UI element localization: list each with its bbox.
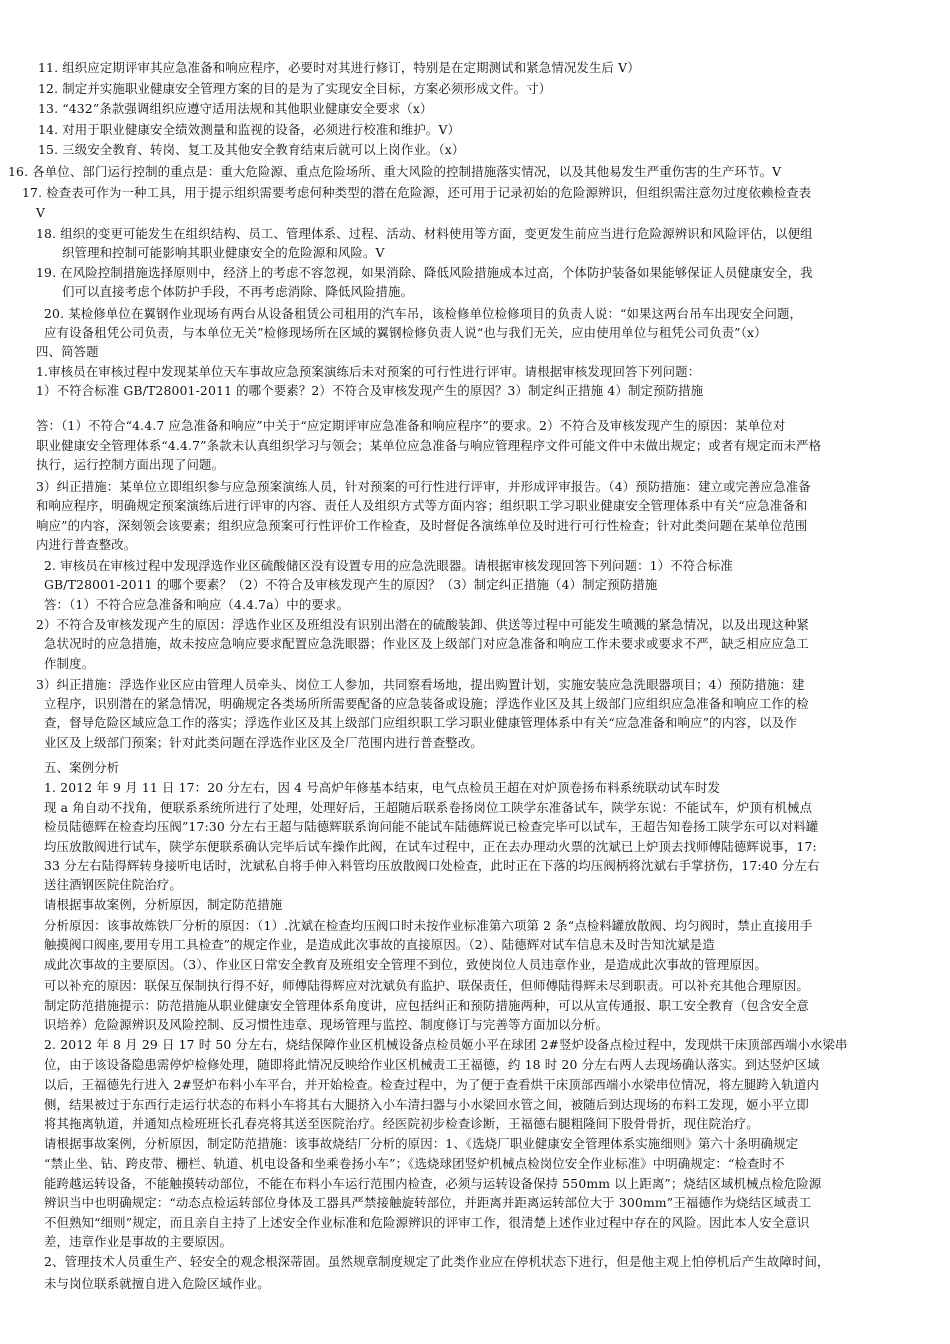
text-line-38: 检员陆德辉在检查均压阀”17:30 分左右王超与陆德辉联系询问能不能试车陆德辉说已检查完毕可以试车，王超告知卷扬工陕学东可以对料罐 — [44, 819, 819, 834]
text-line-57: 辨识当中也明确规定：“动态点检运转部位身体及工器具严禁接触旋转部位，并距离并距离运转部位大于 300mm”王福德作为烧结区域责工 — [44, 1195, 812, 1210]
text-line-6: 16. 各单位、部门运行控制的重点是：重大危险源、重点危险场所、重大风险的控制措施落实情况，以及其他易发生严重伤害的生产环节。V — [8, 164, 782, 179]
text-line-40: 33 分左右陆得辉转身接听电话时，沈斌私自将手伸入料管均压放散阀口处检查，此时正在下落的均压阀柄将沈斌右手掌挤伤，17:40 分左右 — [44, 858, 820, 873]
text-line-1: 11. 组织应定期评审其应急准备和响应程序，必要时对其进行修订，特别是在定期测试和紧急情况发生后 V） — [38, 60, 640, 75]
text-line-45: 成此次事故的主要原因。（3）、作业区日常安全教育及班组安全管理不到位，致使岗位人员违章作业，是造成此次事故的管理原因。 — [44, 957, 767, 972]
text-line-31: 3）纠正措施：浮选作业区应由管理人员牵头、岗位工人参加，共同察看场地，提出购置计划，实施安装应急洗眼器项目；4）预防措施：建 — [36, 677, 805, 692]
text-line-12: 们可以直接考虑个体防护手段，不再考虑消除、降低风险措施。 — [62, 284, 414, 299]
section-heading-4: 四、简答题 — [36, 344, 99, 359]
text-line-3: 13. “432”条款强调组织应遵守适用法规和其他职业健康安全要求（x） — [38, 101, 433, 116]
text-line-60: 2、管理技术人员重生产、轻安全的观念根深蒂固。虽然规章制度规定了此类作业应在停机状态下进行，但是他主观上怕停机后产生故障时间， — [44, 1254, 830, 1269]
text-line-19: 职业健康安全管理体系“4.4.7”条款未认真组织学习与领会；某单位应急准备与响应管理程序文件可能文件中未做出规定；或者有规定而未严格 — [36, 438, 822, 453]
text-line-46: 可以补充的原因：联保互保制执行得不好，师傅陆得辉应对沈斌负有监护、联保责任，但师傅陆得辉未尽到职责。可以补充其他合理原因。 — [44, 978, 809, 993]
text-line-51: 以后，王福德先行进入 2#竖炉布料小车平台，并开始检查。检查过程中，为了便于查看烘干床顶部西端小水梁串位情况，将左腿跨入轨道内 — [44, 1077, 820, 1092]
text-line-56: 能跨越运转设备，不能触摸转动部位，不能在布料小车运行范围内检查，必须与运转设备保持 550mm 以上距离”；烧结区域机械点检危险源 — [44, 1176, 822, 1191]
text-line-48: 识培养）危险源辨识及风险控制、反习惯性违章、现场管理与监控、制度修订与完善等方面加以分析。 — [44, 1017, 609, 1032]
text-line-42: 请根据事故案例，分析原因，制定防范措施 — [44, 897, 283, 912]
text-line-37: 现 a 角自动不找角，便联系系统所进行了处理，处理好后，王超随后联系卷扬岗位工陕学东准备试车，陕学东说：不能试车，炉顶有机械点 — [44, 800, 813, 815]
text-line-44: 触摸阀口阀座,要用专用工具检查”的规定作业，是造成此次事故的直接原因。（2）、陆德辉对试车信息未及时告知沈斌是造 — [44, 937, 715, 952]
text-line-43: 分析原因：该事故炼铁厂分析的原因：（1）.沈斌在检查均压阀口时未按作业标准第六项第 2 条“点检料罐放散阀、均匀阀时，禁止直接用手 — [44, 918, 813, 933]
text-line-14: 应有设备租凭公司负责，与本单位无关”检修现场所在区域的翼钢检修负责人说“也与我们无关，应由使用单位与租凭公司负责”（x） — [44, 325, 767, 340]
text-line-27: 答：（1）不符合应急准备和响应（4.4.7a）中的要求。 — [44, 597, 350, 612]
text-line-11: 19. 在风险控制措施选择原则中，经济上的考虑不容忽视，如果消除、降低风险措施成本过高，个体防护装备如果能够保证人员健康安全，我 — [36, 265, 813, 280]
text-line-22: 和响应程序，明确规定预案演练后进行评审的内容、责任人及组织方式等方面内容；组织职工学习职业健康安全管理体系中有关“应急准备和 — [36, 498, 808, 513]
text-line-36: 1. 2012 年 9 月 11 日 17：20 分左右，因 4 号高炉年修基本结束，电气点检员王超在对炉顶卷扬布料系统联动试车时发 — [44, 780, 721, 795]
text-line-16: 1.审核员在审核过程中发现某单位天车事故应急预案演练后未对预案的可行性进行评审。请根据审核发现回答下列问题： — [36, 364, 701, 379]
text-line-52: 侧，结果被过于东西行走运行状态的布料小车将其右大腿挤入小车清扫器与小水梁回水管之间，被随后到达现场的布料工发现，姬小平立即 — [44, 1097, 809, 1112]
text-line-34: 业区及上级部门预案；针对此类问题在浮选作业区及全厂范围内进行普查整改。 — [44, 735, 483, 750]
text-line-53: 将其拖离轨道，并通知点检班班长孔春亮将其送至医院治疗。经医院初步检查诊断，王福德右腿粗隆间下股骨骨折，现住院治疗。 — [44, 1116, 759, 1131]
text-line-30: 作制度。 — [44, 656, 95, 671]
text-line-21: 3）纠正措施：某单位立即组织参与应急预案演练人员，针对预案的可行性进行评审，并形成评审报告。（4）预防措施：建立或完善应急准备 — [36, 479, 811, 494]
text-line-49: 2. 2012 年 8 月 29 日 17 时 50 分左右，烧结保障作业区机械设备点检员姬小平在球团 2#竖炉设备点检过程中，发现烘干床顶部西端小水梁串 — [44, 1037, 848, 1052]
text-line-23: 响应”的内容，深刻领会该要素；组织应急预案可行性评价工作检查，及时督促各演练单位及时进行可行性检查；针对此类问题在某单位范围 — [36, 518, 808, 533]
text-line-39: 均压放散阀进行试车，陕学东便联系确认完毕后试车操作此阀，在试车过程中，正在去办理动火票的沈斌已上炉顶去找师傅陆德辉说事，17: — [44, 839, 817, 854]
text-line-25: 2. 审核员在审核过程中发现浮选作业区硫酸储区没有设置专用的应急洗眼器。请根据审核发现回答下列问题：1）不符合标准 — [44, 558, 733, 573]
text-line-59: 差，违章作业是事故的主要原因。 — [44, 1234, 233, 1249]
text-line-24: 内进行普查整改。 — [36, 537, 137, 552]
text-line-29: 急状况时的应急措施，故未按应急响应要求配置应急洗眼器；作业区及上级部门对应急准备和响应工作未要求或要求不严，缺乏相应应急工 — [44, 636, 809, 651]
text-line-13: 20. 某检修单位在翼钢作业现场有两台从设备租赁公司租用的汽车吊，该检修单位检修项目的负责人说：“如果这两台吊车出现安全问题， — [44, 306, 803, 321]
text-line-32: 立程序，识别潜在的紧急情况，明确规定各类场所所需要配备的应急装备或设施；浮选作业区及其上级部门应组织应急准备和响应工作的检 — [44, 696, 809, 711]
text-line-8: V — [36, 205, 46, 220]
text-line-4: 14. 对用于职业健康安全绩效测量和监视的设备，必须进行校准和维护。V） — [38, 122, 461, 137]
text-line-50: 位，由于该设备隐患需停炉检修处理，随即将此情况反映给作业区机械责工王福德，约 18 时 20 分左右两人去现场确认落实。到达竖炉区域 — [44, 1057, 820, 1072]
text-line-28: 2）不符合及审核发现产生的原因：浮选作业区及班组没有识别出潜在的硫酸装卸、供送等过程中可能发生喷溅的紧急情况，以及出现这种紧 — [36, 617, 810, 632]
section-heading-5: 五、案例分析 — [44, 760, 120, 775]
text-line-47: 制定防范措施提示：防范措施从职业健康安全管理体系角度讲，应包括纠正和预防措施两种，可以从宣传通报、职工安全教育（包含安全意 — [44, 998, 809, 1013]
text-line-7: 17. 检查表可作为一种工具，用于提示组织需要考虑何种类型的潜在危险源，还可用于记录初始的危险源辨识，但组织需注意勿过度依赖检查表 — [22, 185, 812, 200]
text-line-2: 12. 制定并实施职业健康安全管理方案的目的是为了实现安全目标，方案必须形成文件。寸） — [38, 81, 552, 96]
text-line-61: 未与岗位联系就擅自进入危险区域作业。 — [44, 1276, 270, 1291]
text-line-17: 1）不符合标准 GB/T28001-2011 的哪个要素？2）不符合及审核发现产生的原因？3）制定纠正措施 4）制定预防措施 — [36, 383, 704, 398]
text-line-5: 15. 三级安全教育、转岗、复工及其他安全教育结束后就可以上岗作业。（x） — [38, 142, 465, 157]
text-line-33: 查，督导危险区域应急工作的落实；浮选作业区及其上级部门应组织职工学习职业健康管理体系中有关“应急准备和响应”的内容，以及作 — [44, 715, 797, 730]
text-line-18: 答：（1）不符合“4.4.7 应急准备和响应”中关于“应定期评审应急准备和响应程序”的要求。2）不符合及审核发现产生的原因：某单位对 — [36, 418, 786, 433]
text-line-10: 织管理和控制可能影响其职业健康安全的危险源和风险。V — [62, 245, 385, 260]
text-line-58: 不但熟知“细则”规定，而且亲自主持了上述安全作业标准和危险源辨识的评审工作，很清楚上述作业过程中存在的风险。因此本人安全意识 — [44, 1215, 810, 1230]
text-line-9: 18. 组织的变更可能发生在组织结构、员工、管理体系、过程、活动、材料使用等方面，变更发生前应当进行危险源辨识和风险评估，以便组 — [36, 226, 813, 241]
text-line-54: 请根据事故案例，分析原因，制定防范措施：该事故烧结厂分析的原因：1、《选烧厂职业健康安全管理体系实施细则》第六十条明确规定 — [44, 1136, 799, 1151]
text-line-26: GB/T28001-2011 的哪个要素？（2）不符合及审核发现产生的原因？（3）制定纠正措施（4）制定预防措施 — [44, 577, 658, 592]
text-line-41: 送往酒钢医院住院治疗。 — [44, 877, 182, 892]
text-line-55: “禁止坐、钻、跨皮带、栅栏、轨道、机电设备和坐乘卷扬小车”；《选烧球团竖炉机械点检岗位安全作业标准》中明确规定：“检查时不 — [44, 1156, 785, 1171]
text-line-20: 执行，运行控制方面出现了问题。 — [36, 457, 225, 472]
